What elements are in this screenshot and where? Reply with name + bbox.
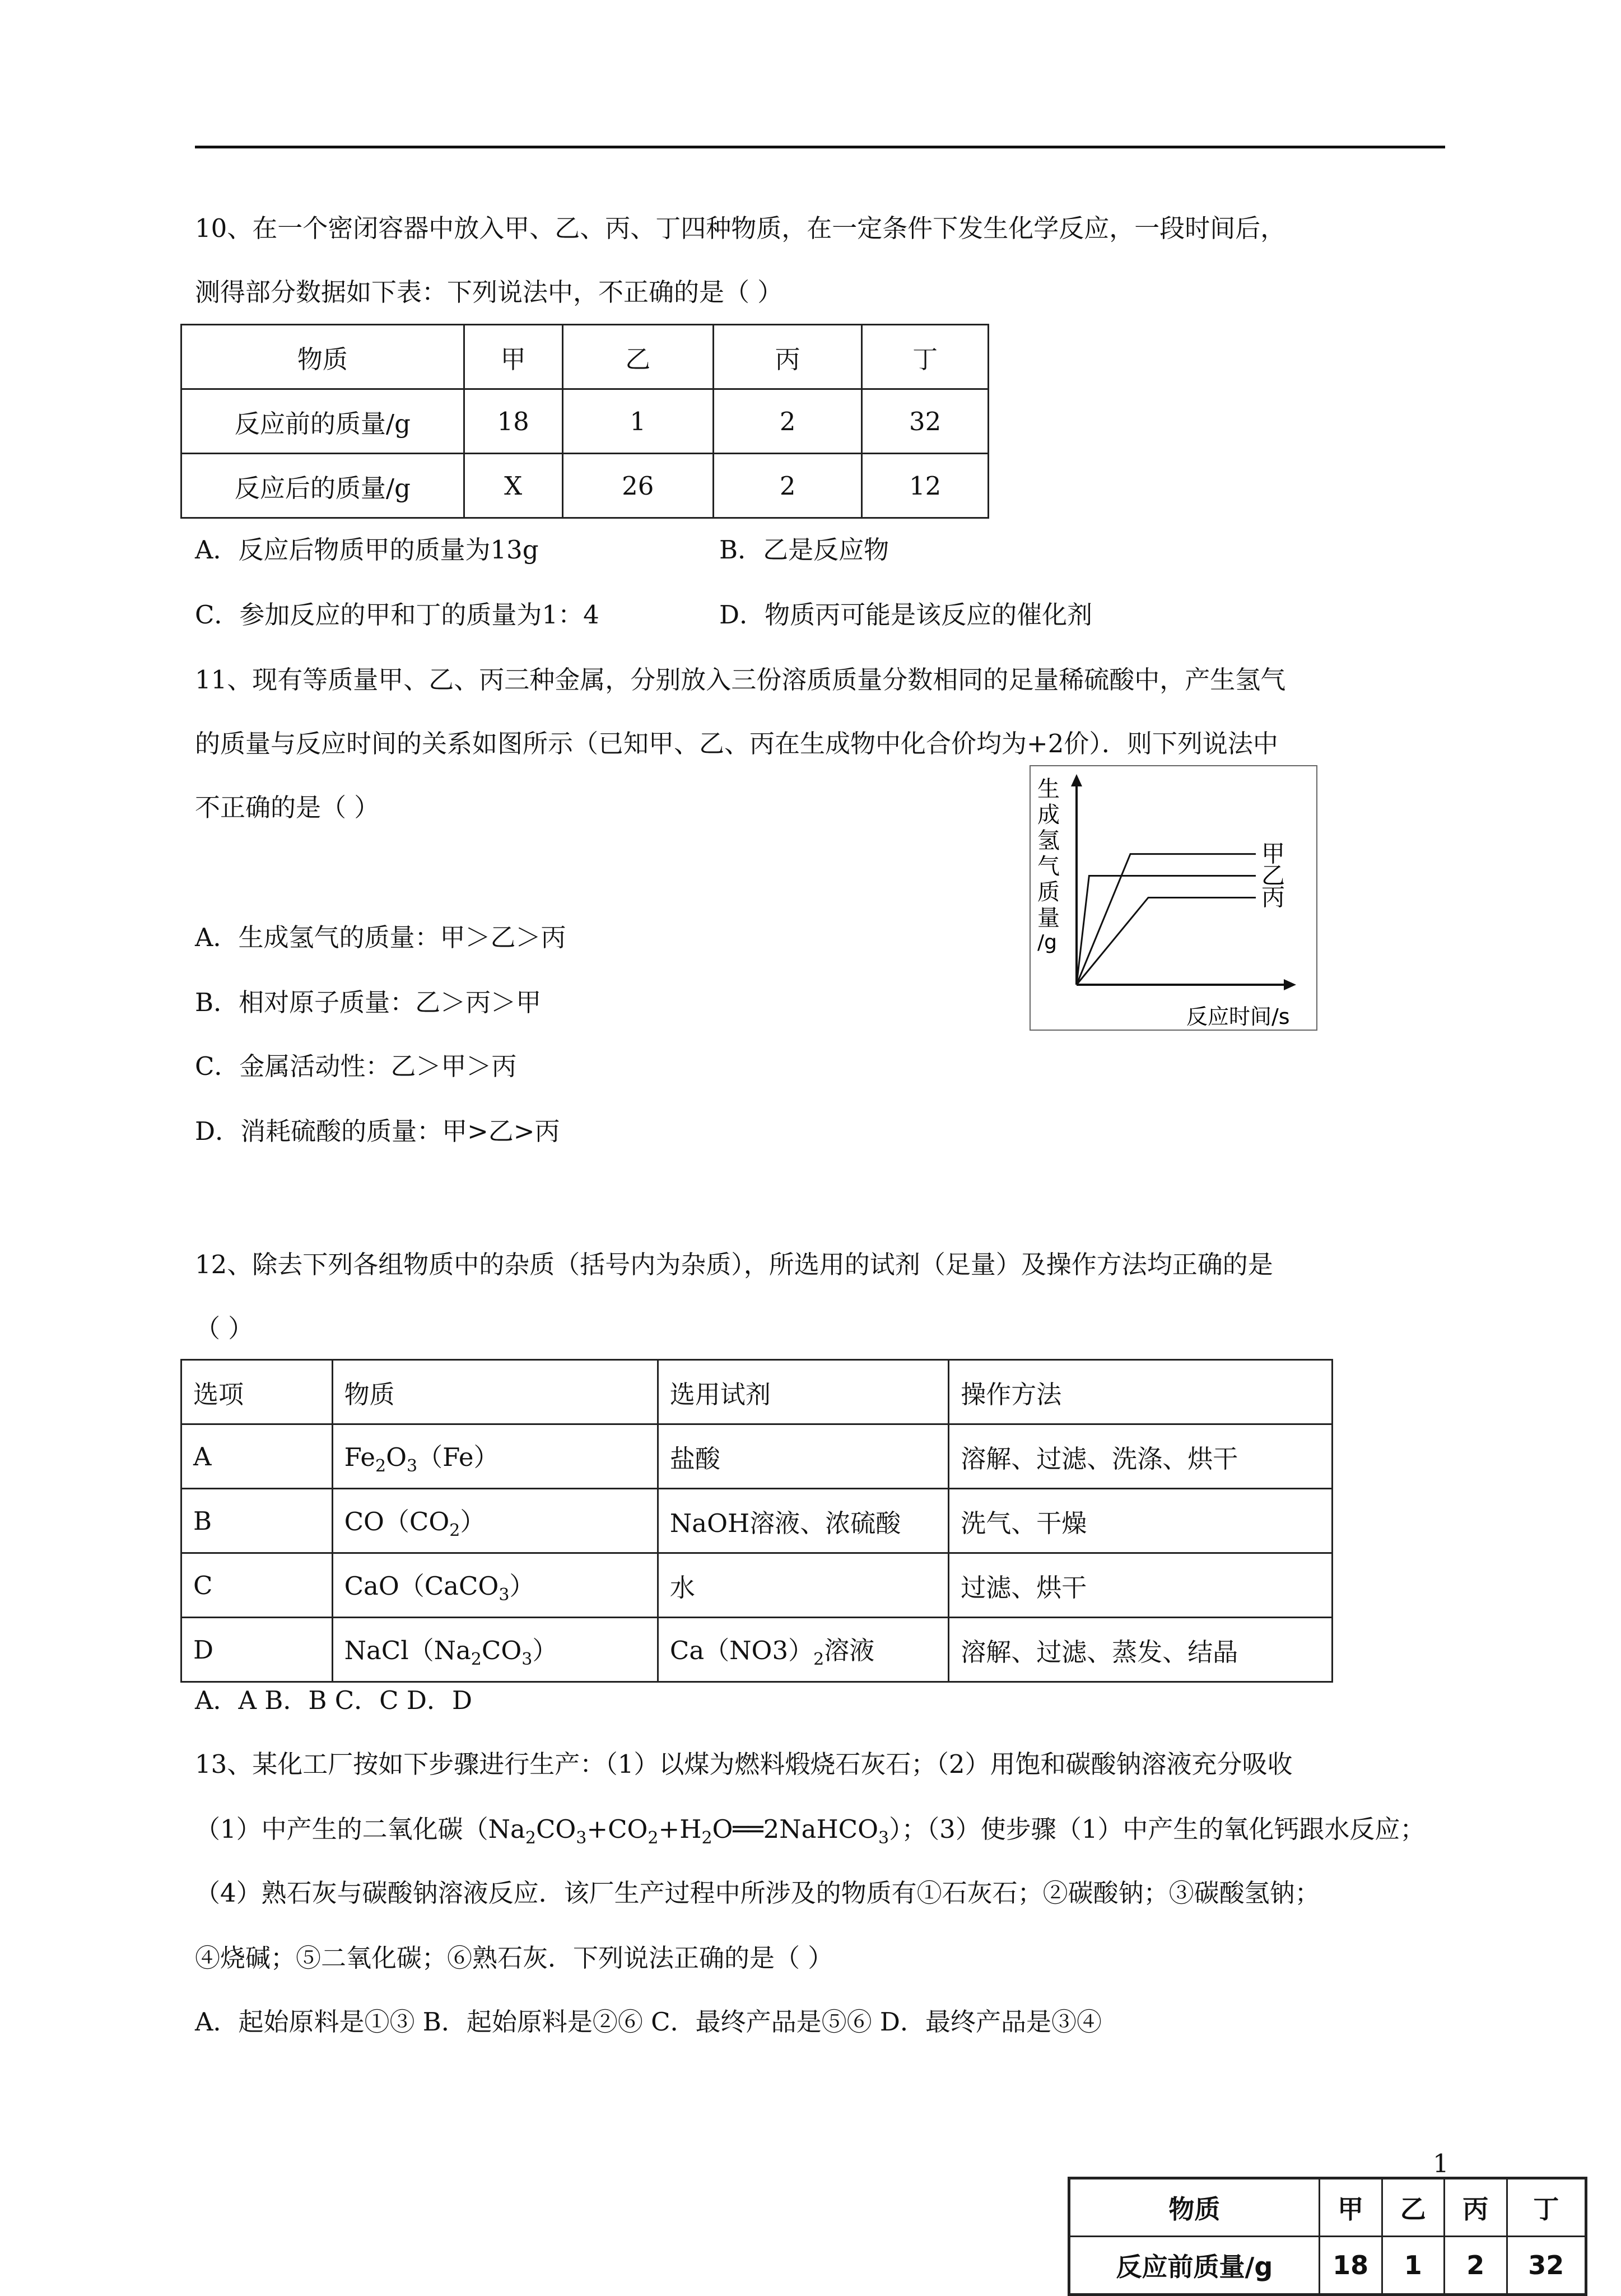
table-cell: 物质 [181,325,464,389]
table-cell-substance [332,1489,658,1553]
table-row [181,1360,1333,1424]
chem-text: NaCl（Na [344,1636,471,1665]
q13-stem-line1: 13、某化工厂按如下步骤进行生产：（1）以煤为燃料煅烧石灰石；（2）用饱和碳酸钠溶液充分吸收 [195,1749,1293,1779]
stem-text: ）；（3）使步骤（1）中产生的氧化钙跟水反应； [889,1814,1426,1844]
chem-text: ） [509,1571,535,1601]
table-cell: 反应后的质量/g [181,454,464,518]
x-axis-label: 反应时间/s [1186,1004,1290,1029]
table-cell: 乙 [562,325,713,389]
table-cell: 反应前的质量/g [181,389,464,454]
stem-text: O══2NaHCO [712,1814,879,1844]
table-cell-substance [332,1618,658,1682]
stem-text: （1）中产生的二氧化碳（Na [195,1814,525,1844]
table-cell: 溶解、过滤、洗涤、烘干 [949,1424,1333,1489]
table-row [181,1553,1333,1618]
table-cell: 溶解、过滤、蒸发、结晶 [949,1618,1333,1682]
q11-stem-line2: 的质量与反应时间的关系如图所示（已知甲、乙、丙在生成物中化合价均为+2价）．则下列说法中 [195,729,1278,758]
q12-stem-line2: （ ） [195,1314,254,1343]
chem-subscript: 2 [648,1828,659,1848]
y-axis-label-unit: /g [1037,931,1057,954]
table-row [181,1618,1333,1682]
q11-option-a: A．生成氢气的质量：甲＞乙＞丙 [195,923,566,952]
q10-stem-line2: 测得部分数据如下表：下列说法中，不正确的是（ ） [195,277,783,307]
q11-option-d: D．消耗硫酸的质量：甲>乙>丙 [195,1116,560,1146]
chem-text: 溶液 [824,1636,875,1665]
table-cell: 选项 [181,1360,333,1424]
table-cell-substance [332,1553,658,1618]
series-label: 丙 [1261,883,1285,911]
chem-subscript: 2 [813,1650,825,1669]
chem-subscript: 2 [701,1828,712,1848]
chem-subscript: 2 [375,1456,386,1476]
q13-options: A．起始原料是①③ B．起始原料是②⑥ C．最终产品是⑤⑥ D．最终产品是③④ [195,2007,1102,2037]
table-cell: 物质 [332,1360,658,1424]
page-number: 1 [1433,2149,1449,2178]
header-rule [195,146,1445,148]
table-cell: 2 [713,454,861,518]
chem-text: （Fe） [417,1442,499,1472]
chem-subscript: 2 [525,1828,536,1848]
table-cell: 丁 [1507,2178,1586,2237]
q13-stem-line3: （4）熟石灰与碳酸钠溶液反应．该厂生产过程中所涉及的物质有①石灰石；②碳酸钠；③碳酸氢钠； [195,1878,1320,1908]
q10-option-b: B．乙是反应物 [719,535,889,565]
table-cell: 丙 [1445,2178,1507,2237]
table-cell: 水 [658,1553,948,1618]
y-axis-label-char: 量 [1037,905,1060,931]
stem-text: +H [658,1814,702,1844]
table-cell: 甲 [464,325,562,389]
q10-stem-line1: 10、在一个密闭容器中放入甲、乙、丙、丁四种物质，在一定条件下发生化学反应，一段时间后， [195,213,1286,243]
q13-stem-line2 [195,1813,1425,1855]
table-row [1069,2237,1586,2295]
chem-text: CO [481,1636,522,1665]
q13-stem-line4: ④烧碱；⑤二氧化碳；⑥熟石灰．下列说法正确的是（ ） [195,1943,833,1973]
table-cell: D [181,1618,333,1682]
hydrogen-chart [1030,765,1317,1031]
stem-text: +CO [586,1814,648,1844]
chem-subscript: 3 [499,1585,510,1605]
q11-stem-line3: 不正确的是（ ） [195,793,380,822]
q12-stem-line1: 12、除去下列各组物质中的杂质（括号内为杂质），所选用的试剂（足量）及操作方法均正确的是 [195,1250,1273,1279]
y-axis-label [1037,776,1060,954]
table-cell: 2 [1445,2237,1507,2295]
table-cell: 过滤、烘干 [949,1553,1333,1618]
table-cell: 物质 [1069,2178,1320,2237]
chem-subscript: 3 [406,1456,418,1476]
table-cell: C [181,1553,333,1618]
cropped-table [1068,2177,1587,2296]
chem-text: Fe [344,1442,375,1472]
table-cell: 1 [562,389,713,454]
table-row [1069,2178,1586,2237]
table-cell: X [464,454,562,518]
chem-subscript: 3 [878,1828,889,1848]
table-cell: 丙 [713,325,861,389]
table-cell: 12 [862,454,989,518]
table-cell: 操作方法 [949,1360,1333,1424]
chem-text: CaO（CaCO [344,1571,499,1601]
table-row [181,389,989,454]
table-cell: 18 [1319,2237,1382,2295]
chem-subscript: 3 [521,1650,533,1669]
q10-option-a: A．反应后物质甲的质量为13g [195,535,539,565]
q11-option-b: B．相对原子质量：乙＞丙＞甲 [195,988,542,1017]
table-cell: 洗气、干燥 [949,1489,1333,1553]
chem-subscript: 2 [471,1650,482,1669]
q10-table [180,324,989,519]
series-label: 甲 [1261,840,1285,868]
table-row [181,325,989,389]
chem-text: ） [460,1507,486,1536]
table-row [181,454,989,518]
table-cell-substance [332,1424,658,1489]
q10-option-d: D．物质丙可能是该反应的催化剂 [719,600,1093,630]
table-cell-reagent [658,1618,948,1682]
series-label: 乙 [1261,861,1285,889]
q10-option-c: C．参加反应的甲和丁的质量为1：4 [195,600,599,630]
y-axis-label-char: 质 [1037,879,1060,905]
q11-option-c: C．金属活动性：乙＞甲＞丙 [195,1051,517,1081]
chem-text: Ca（NO3） [669,1636,814,1665]
table-row [181,1424,1333,1489]
table-cell: 反应前质量/g [1069,2237,1320,2295]
y-axis-label-char: 生 [1037,776,1060,802]
table-row [181,1489,1333,1553]
chem-text: CO（CO [344,1507,450,1536]
table-cell: 26 [562,454,713,518]
table-cell: 1 [1382,2237,1445,2295]
stem-text: CO [535,1814,576,1844]
table-cell: NaOH溶液、浓硫酸 [658,1489,948,1553]
q12-table [180,1359,1333,1683]
table-cell: 2 [713,389,861,454]
chem-text: O [386,1442,407,1472]
q12-answers: A．A B．B C．C D．D [195,1685,473,1715]
table-cell: 32 [862,389,989,454]
chem-text: ） [532,1636,558,1665]
table-cell: 32 [1507,2237,1586,2295]
y-axis-label-char: 成 [1037,802,1060,828]
table-cell: B [181,1489,333,1553]
table-cell: A [181,1424,333,1489]
y-axis-label-char: 气 [1037,854,1060,879]
table-cell: 乙 [1382,2178,1445,2237]
y-axis-label-char: 氢 [1037,828,1060,854]
q11-stem-line1: 11、现有等质量甲、乙、丙三种金属，分别放入三份溶质质量分数相同的足量稀硫酸中，产生氢气 [195,665,1286,695]
table-cell: 丁 [862,325,989,389]
table-cell: 18 [464,389,562,454]
chem-subscript: 2 [449,1521,460,1540]
table-cell: 选用试剂 [658,1360,948,1424]
table-cell: 甲 [1319,2178,1382,2237]
chem-subscript: 3 [576,1828,587,1848]
table-cell: 盐酸 [658,1424,948,1489]
